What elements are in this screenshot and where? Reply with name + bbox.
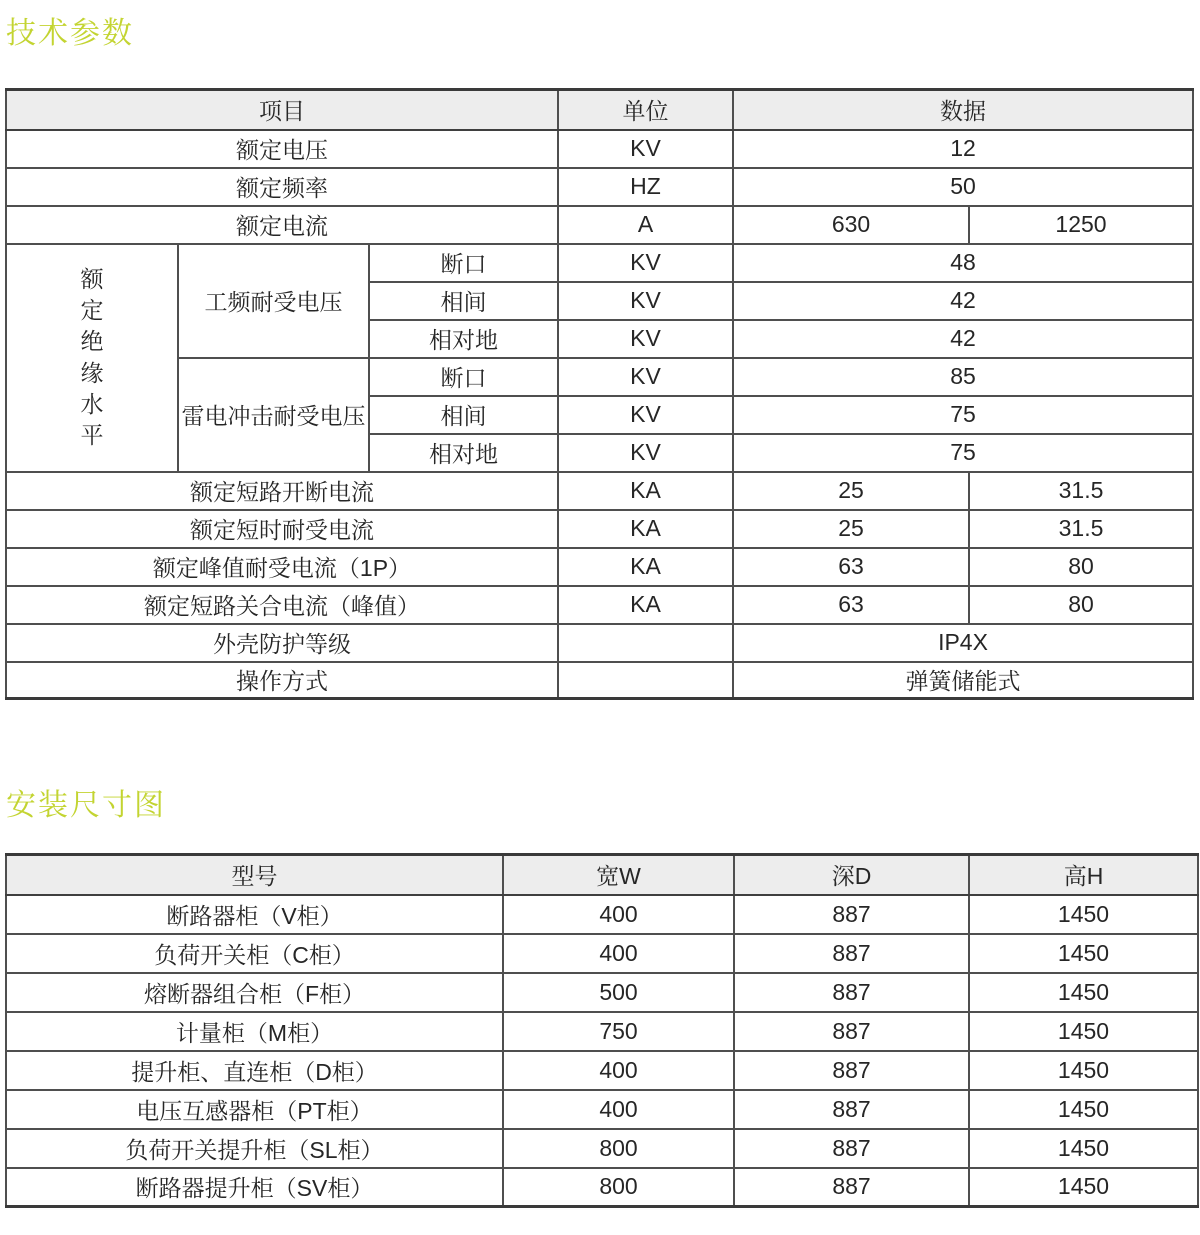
header-cell-height: 高H <box>969 855 1198 895</box>
header-cell-data: 数据 <box>733 90 1193 130</box>
cell-height: 1450 <box>969 1090 1198 1129</box>
cell-unit: KV <box>558 396 733 434</box>
cell-depth: 887 <box>734 973 969 1012</box>
cell-power-frequency-label: 工频耐受电压 <box>178 244 369 358</box>
cell-sub-item: 相对地 <box>369 320 558 358</box>
cell-unit: KA <box>558 586 733 624</box>
cell-value: 弹簧储能式 <box>733 662 1193 699</box>
cell-model: 提升柜、直连柜（D柜） <box>6 1051 503 1090</box>
cell-sub-item: 断口 <box>369 244 558 282</box>
cell-depth: 887 <box>734 1168 969 1207</box>
cell-unit: KA <box>558 472 733 510</box>
cell-value: IP4X <box>733 624 1193 662</box>
table-row-operation-mode <box>6 662 1193 699</box>
install-header-row <box>6 855 1198 895</box>
table-row-short-time-current <box>6 510 1193 548</box>
cell-depth: 887 <box>734 1051 969 1090</box>
tech-params-table <box>5 88 1194 700</box>
cell-value-630: 25 <box>733 472 969 510</box>
cell-value-1250: 80 <box>969 548 1193 586</box>
cell-value-1250: 80 <box>969 586 1193 624</box>
cell-model: 计量柜（M柜） <box>6 1012 503 1051</box>
cell-value: 42 <box>733 320 1193 358</box>
table-row-cabinet-sl <box>6 1129 1198 1168</box>
cell-unit: KV <box>558 434 733 472</box>
cell-value-630: 630 <box>733 206 969 244</box>
cell-model: 电压互感器柜（PT柜） <box>6 1090 503 1129</box>
table-row-insulation-pf-break <box>6 244 1193 282</box>
vertical-label: 额定绝缘水平 <box>80 266 104 448</box>
cell-width: 400 <box>503 1090 734 1129</box>
cell-height: 1450 <box>969 1129 1198 1168</box>
cell-value-1250: 1250 <box>969 206 1193 244</box>
table-row-rated-current <box>6 206 1193 244</box>
table-row-cabinet-c <box>6 934 1198 973</box>
cell-height: 1450 <box>969 1012 1198 1051</box>
cell-height: 1450 <box>969 895 1198 934</box>
cell-unit: KA <box>558 548 733 586</box>
cell-lightning-impulse-label: 雷电冲击耐受电压 <box>178 358 369 472</box>
cell-model: 负荷开关柜（C柜） <box>6 934 503 973</box>
header-cell-model: 型号 <box>6 855 503 895</box>
install-dims-title: 安装尺寸图 <box>6 789 166 822</box>
cell-height: 1450 <box>969 934 1198 973</box>
cell-item-label: 额定峰值耐受电流（1P） <box>6 548 558 586</box>
cell-model: 断路器提升柜（SV柜） <box>6 1168 503 1207</box>
cell-sub-item: 断口 <box>369 358 558 396</box>
cell-model: 熔断器组合柜（F柜） <box>6 973 503 1012</box>
cell-unit: KV <box>558 282 733 320</box>
tech-header-row <box>6 90 1193 130</box>
cell-value: 42 <box>733 282 1193 320</box>
install-dims-table <box>5 853 1199 1208</box>
cell-value-630: 63 <box>733 586 969 624</box>
table-row-cabinet-pt <box>6 1090 1198 1129</box>
table-row-cabinet-f <box>6 973 1198 1012</box>
header-cell-depth: 深D <box>734 855 969 895</box>
cell-item-label: 操作方式 <box>6 662 558 699</box>
cell-item-label: 额定电流 <box>6 206 558 244</box>
table-row-enclosure-protection <box>6 624 1193 662</box>
cell-unit: KV <box>558 130 733 168</box>
cell-width: 500 <box>503 973 734 1012</box>
header-cell-item: 项目 <box>6 90 558 130</box>
table-row-rated-frequency <box>6 168 1193 206</box>
cell-item-label: 额定短时耐受电流 <box>6 510 558 548</box>
cell-unit-empty <box>558 662 733 699</box>
cell-height: 1450 <box>969 1168 1198 1207</box>
cell-item-label: 额定电压 <box>6 130 558 168</box>
cell-depth: 887 <box>734 1129 969 1168</box>
cell-depth: 887 <box>734 895 969 934</box>
cell-value-630: 25 <box>733 510 969 548</box>
cell-value: 12 <box>733 130 1193 168</box>
cell-depth: 887 <box>734 1012 969 1051</box>
cell-width: 800 <box>503 1168 734 1207</box>
cell-value: 75 <box>733 434 1193 472</box>
cell-unit: KV <box>558 244 733 282</box>
cell-value: 50 <box>733 168 1193 206</box>
table-row-rated-voltage <box>6 130 1193 168</box>
cell-height: 1450 <box>969 973 1198 1012</box>
cell-unit-empty <box>558 624 733 662</box>
cell-depth: 887 <box>734 934 969 973</box>
header-cell-unit: 单位 <box>558 90 733 130</box>
cell-value-630: 63 <box>733 548 969 586</box>
cell-unit: KV <box>558 320 733 358</box>
cell-unit: KA <box>558 510 733 548</box>
cell-model: 断路器柜（V柜） <box>6 895 503 934</box>
table-row-cabinet-sv <box>6 1168 1198 1207</box>
table-row-cabinet-v <box>6 895 1198 934</box>
cell-item-label: 额定短路关合电流（峰值） <box>6 586 558 624</box>
table-row-breaking-current <box>6 472 1193 510</box>
cell-width: 400 <box>503 895 734 934</box>
table-row-making-current <box>6 586 1193 624</box>
cell-height: 1450 <box>969 1051 1198 1090</box>
cell-value: 85 <box>733 358 1193 396</box>
cell-width: 400 <box>503 1051 734 1090</box>
cell-depth: 887 <box>734 1090 969 1129</box>
cell-insulation-group-label <box>6 244 178 472</box>
cell-value: 75 <box>733 396 1193 434</box>
cell-value-1250: 31.5 <box>969 472 1193 510</box>
cell-item-label: 外壳防护等级 <box>6 624 558 662</box>
table-row-insulation-li-break <box>6 358 1193 396</box>
cell-sub-item: 相间 <box>369 396 558 434</box>
cell-width: 750 <box>503 1012 734 1051</box>
table-row-cabinet-m <box>6 1012 1198 1051</box>
tech-params-title: 技术参数 <box>6 17 134 50</box>
cell-width: 400 <box>503 934 734 973</box>
cell-value: 48 <box>733 244 1193 282</box>
cell-item-label: 额定频率 <box>6 168 558 206</box>
cell-item-label: 额定短路开断电流 <box>6 472 558 510</box>
cell-unit: HZ <box>558 168 733 206</box>
cell-sub-item: 相对地 <box>369 434 558 472</box>
cell-unit: KV <box>558 358 733 396</box>
cell-sub-item: 相间 <box>369 282 558 320</box>
cell-model: 负荷开关提升柜（SL柜） <box>6 1129 503 1168</box>
table-row-cabinet-d <box>6 1051 1198 1090</box>
table-row-peak-current <box>6 548 1193 586</box>
header-cell-width: 宽W <box>503 855 734 895</box>
cell-unit: A <box>558 206 733 244</box>
cell-value-1250: 31.5 <box>969 510 1193 548</box>
cell-width: 800 <box>503 1129 734 1168</box>
